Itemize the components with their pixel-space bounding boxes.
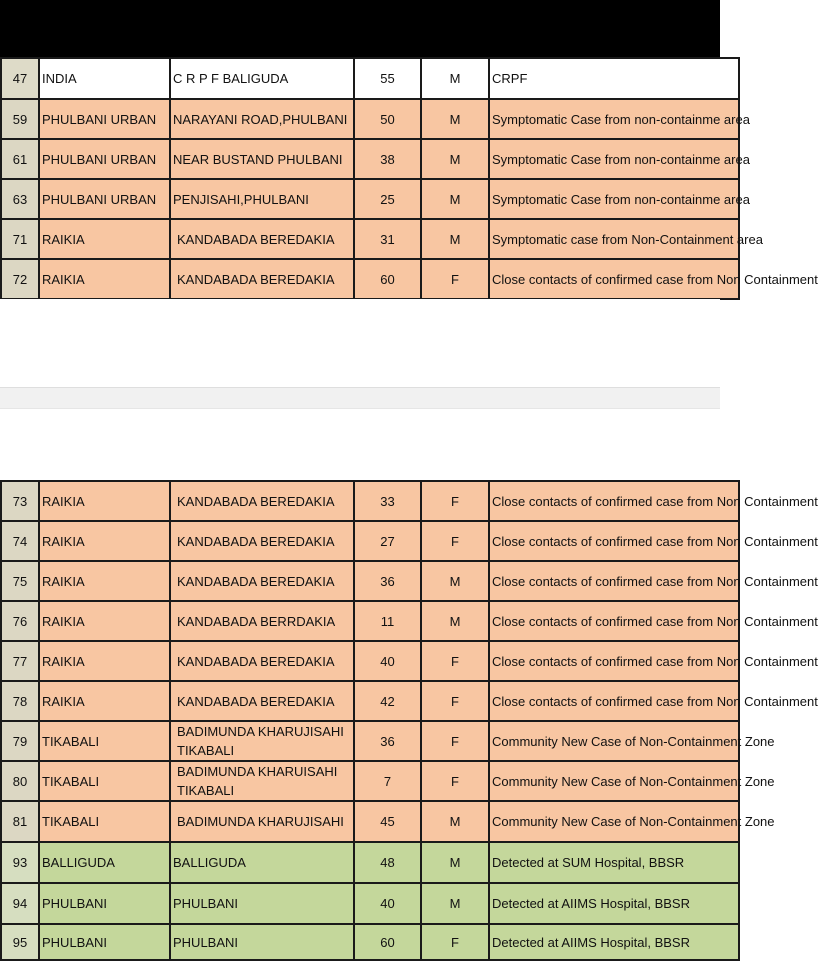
remark-cell: Detected at SUM Hospital, BBSR	[489, 842, 739, 883]
remark-cell: Close contacts of confirmed case from Non Containment	[489, 481, 739, 521]
age-cell: 50	[354, 99, 421, 139]
age-cell: 42	[354, 681, 421, 721]
table-row	[1, 883, 739, 924]
serial-cell: 78	[1, 681, 39, 721]
district-cell: RAIKIA	[39, 561, 170, 601]
table-row	[1, 179, 739, 219]
table-row	[1, 924, 739, 960]
serial-cell: 79	[1, 721, 39, 761]
table-row	[1, 801, 739, 842]
district-cell: TIKABALI	[39, 721, 170, 761]
age-cell: 48	[354, 842, 421, 883]
area-cell: BALLIGUDA	[170, 842, 354, 883]
table-row	[1, 681, 739, 721]
sex-cell: M	[421, 179, 489, 219]
serial-cell: 75	[1, 561, 39, 601]
district-cell: PHULBANI URBAN	[39, 99, 170, 139]
area-cell: NEAR BUSTAND PHULBANI	[170, 139, 354, 179]
remark-cell: Detected at AIIMS Hospital, BBSR	[489, 883, 739, 924]
sex-cell: M	[421, 99, 489, 139]
sex-cell: F	[421, 259, 489, 299]
remark-cell: Close contacts of confirmed case from Non Containment	[489, 641, 739, 681]
remark-cell: Community New Case of Non-Containment Zone	[489, 801, 739, 842]
age-cell: 40	[354, 641, 421, 681]
area-cell: PENJISAHI,PHULBANI	[170, 179, 354, 219]
age-cell: 7	[354, 761, 421, 801]
area-cell: KANDABADA BEREDAKIA	[170, 561, 354, 601]
remark-cell: Detected at AIIMS Hospital, BBSR	[489, 924, 739, 960]
remark-cell: Symptomatic Case from non-containme area	[489, 179, 739, 219]
remark-cell: Community New Case of Non-Containment Zone	[489, 761, 739, 801]
table-row	[1, 139, 739, 179]
remark-cell: Symptomatic case from Non-Containment area	[489, 219, 739, 259]
age-cell: 40	[354, 883, 421, 924]
cases-table-top	[0, 57, 818, 300]
remark-cell: Close contacts of confirmed case from Non Containment	[489, 561, 739, 601]
top-black-bar	[0, 0, 720, 57]
sex-cell: M	[421, 139, 489, 179]
age-cell: 55	[354, 58, 421, 99]
sex-cell: M	[421, 801, 489, 842]
area-cell: C R P F BALIGUDA	[170, 58, 354, 99]
district-cell: PHULBANI	[39, 924, 170, 960]
area-cell: KANDABADA BEREDAKIA	[170, 681, 354, 721]
table-row	[1, 561, 739, 601]
area-cell: NARAYANI ROAD,PHULBANI	[170, 99, 354, 139]
table-row	[1, 601, 739, 641]
remark-cell: Close contacts of confirmed case from Non Containment	[489, 259, 739, 299]
cases-table-top-body	[1, 58, 818, 299]
area-cell: KANDABADA BERRDAKIA	[170, 601, 354, 641]
serial-cell: 94	[1, 883, 39, 924]
table-row	[1, 641, 739, 681]
age-cell: 27	[354, 521, 421, 561]
district-cell: RAIKIA	[39, 601, 170, 641]
area-cell: KANDABADA BEREDAKIA	[170, 521, 354, 561]
table-row	[1, 58, 739, 99]
area-cell: PHULBANI	[170, 924, 354, 960]
sex-cell: F	[421, 761, 489, 801]
sheet-gap-divider	[0, 387, 720, 409]
serial-cell: 74	[1, 521, 39, 561]
sex-cell: M	[421, 883, 489, 924]
remark-cell: CRPF	[489, 58, 739, 99]
age-cell: 60	[354, 924, 421, 960]
serial-cell: 76	[1, 601, 39, 641]
district-cell: BALLIGUDA	[39, 842, 170, 883]
serial-cell: 71	[1, 219, 39, 259]
area-cell: KANDABADA BEREDAKIA	[170, 641, 354, 681]
age-cell: 33	[354, 481, 421, 521]
district-cell: INDIA	[39, 58, 170, 99]
district-cell: TIKABALI	[39, 801, 170, 842]
district-cell: PHULBANI URBAN	[39, 139, 170, 179]
table-row	[1, 842, 739, 883]
area-cell: BADIMUNDA KHARUJISAHI TIKABALI	[170, 721, 354, 761]
sex-cell: M	[421, 561, 489, 601]
serial-cell: 63	[1, 179, 39, 219]
age-cell: 38	[354, 139, 421, 179]
serial-cell: 47	[1, 58, 39, 99]
district-cell: RAIKIA	[39, 681, 170, 721]
sex-cell: F	[421, 681, 489, 721]
area-cell: PHULBANI	[170, 883, 354, 924]
age-cell: 60	[354, 259, 421, 299]
table-row	[1, 259, 739, 299]
serial-cell: 73	[1, 481, 39, 521]
district-cell: RAIKIA	[39, 641, 170, 681]
sheet-gap-upper	[0, 299, 720, 387]
age-cell: 36	[354, 561, 421, 601]
sex-cell: F	[421, 924, 489, 960]
district-cell: PHULBANI URBAN	[39, 179, 170, 219]
age-cell: 31	[354, 219, 421, 259]
area-cell: BADIMUNDA KHARUJISAHI	[170, 801, 354, 842]
age-cell: 25	[354, 179, 421, 219]
district-cell: RAIKIA	[39, 521, 170, 561]
area-cell: KANDABADA BEREDAKIA	[170, 481, 354, 521]
sex-cell: M	[421, 219, 489, 259]
age-cell: 11	[354, 601, 421, 641]
remark-cell: Close contacts of confirmed case from Non Containment	[489, 521, 739, 561]
district-cell: RAIKIA	[39, 481, 170, 521]
district-cell: RAIKIA	[39, 219, 170, 259]
area-cell: BADIMUNDA KHARUISAHI TIKABALI	[170, 761, 354, 801]
serial-cell: 93	[1, 842, 39, 883]
table-row	[1, 761, 739, 801]
district-cell: PHULBANI	[39, 883, 170, 924]
serial-cell: 72	[1, 259, 39, 299]
sheet-gap-lower	[0, 409, 720, 480]
serial-cell: 77	[1, 641, 39, 681]
serial-cell: 95	[1, 924, 39, 960]
area-cell: KANDABADA BEREDAKIA	[170, 219, 354, 259]
area-cell: KANDABADA BEREDAKIA	[170, 259, 354, 299]
serial-cell: 59	[1, 99, 39, 139]
table-row	[1, 521, 739, 561]
serial-cell: 61	[1, 139, 39, 179]
sex-cell: F	[421, 481, 489, 521]
remark-cell: Community New Case of Non-Containment Zone	[489, 721, 739, 761]
age-cell: 36	[354, 721, 421, 761]
table-row	[1, 219, 739, 259]
remark-cell: Symptomatic Case from non-containme area	[489, 139, 739, 179]
serial-cell: 80	[1, 761, 39, 801]
remark-cell: Close contacts of confirmed case from Non Containment	[489, 681, 739, 721]
sex-cell: M	[421, 601, 489, 641]
sex-cell: M	[421, 842, 489, 883]
cases-table-bottom	[0, 480, 818, 961]
table-row	[1, 721, 739, 761]
sex-cell: F	[421, 641, 489, 681]
sex-cell: F	[421, 521, 489, 561]
cases-table-bottom-body	[1, 481, 818, 960]
remark-cell: Close contacts of confirmed case from Non Containment	[489, 601, 739, 641]
serial-cell: 81	[1, 801, 39, 842]
sex-cell: M	[421, 58, 489, 99]
table-row	[1, 481, 739, 521]
table-row	[1, 99, 739, 139]
district-cell: TIKABALI	[39, 761, 170, 801]
sex-cell: F	[421, 721, 489, 761]
district-cell: RAIKIA	[39, 259, 170, 299]
age-cell: 45	[354, 801, 421, 842]
remark-cell: Symptomatic Case from non-containme area	[489, 99, 739, 139]
